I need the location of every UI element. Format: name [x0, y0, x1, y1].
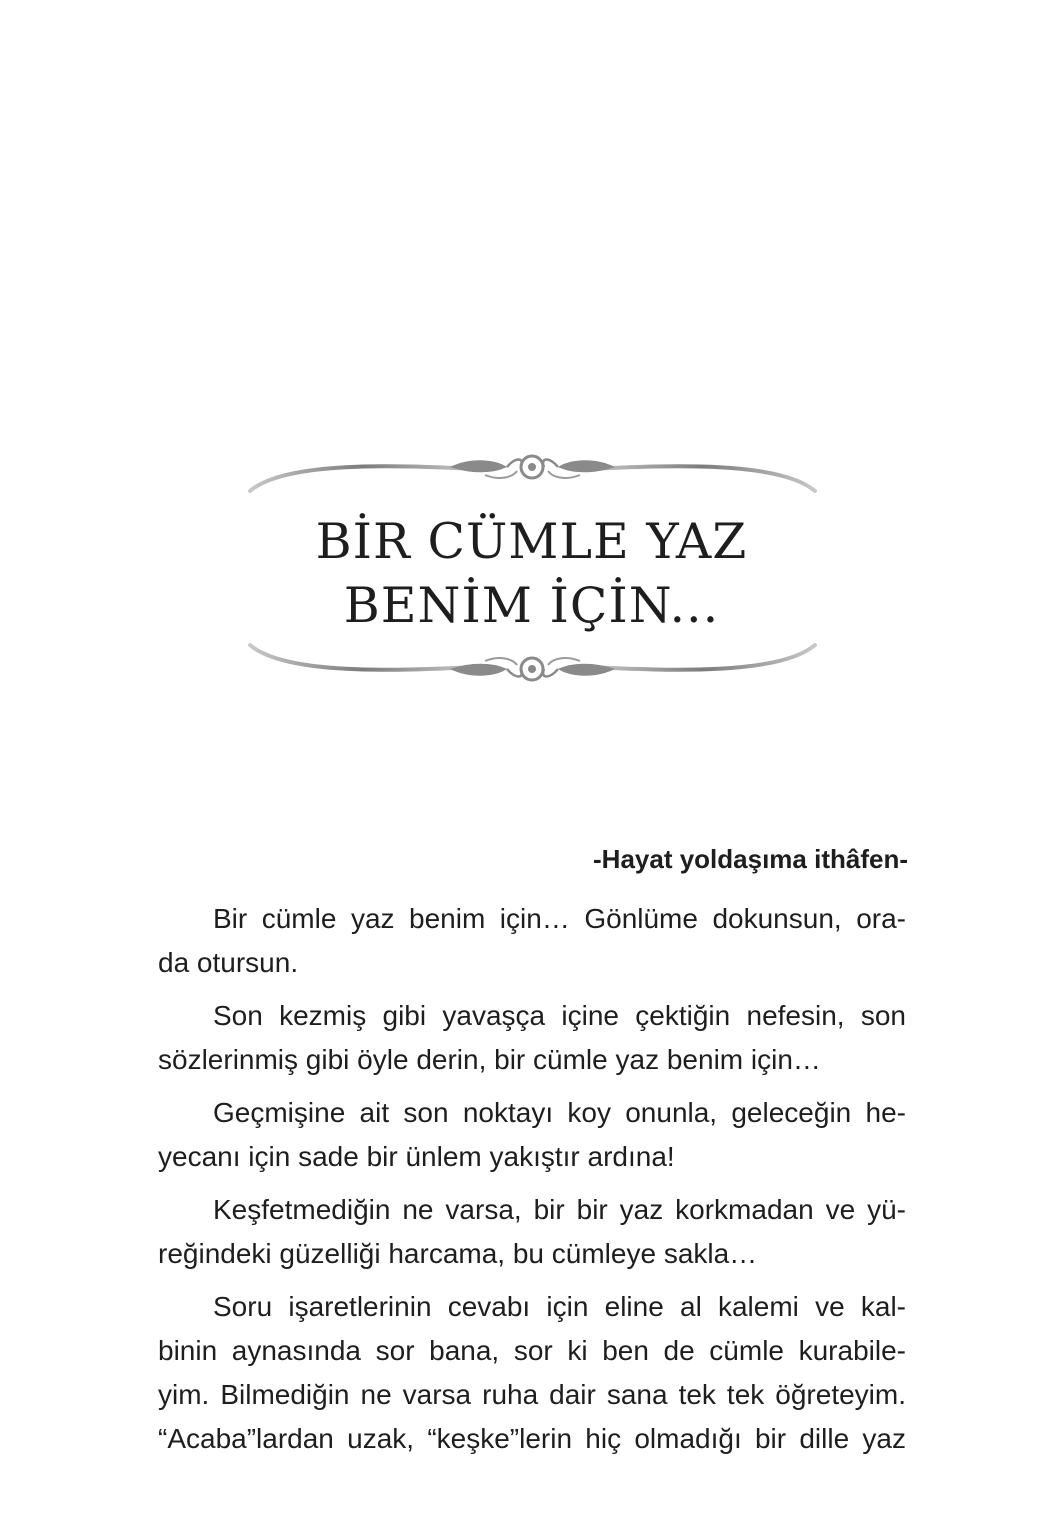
paragraph — [158, 1188, 906, 1276]
text-line: binin aynasında sor bana, sor ki ben de cümle kurabile- — [158, 1335, 906, 1366]
text-line: Soru işaretlerinin cevabı için eline al kalemi ve kal- — [213, 1291, 906, 1322]
ornament-bottom — [245, 633, 820, 683]
dedication: -Hayat yoldaşıma ithâfen- — [593, 844, 908, 874]
chapter-title-line-1: BİR CÜMLE YAZ — [315, 513, 748, 570]
text-line: “Acaba”lardan uzak, “keşke”lerin hiç olmadığı bir dille yaz — [158, 1423, 906, 1454]
text-line: Geçmişine ait son noktayı koy onunla, geleceğin he- — [213, 1097, 906, 1128]
paragraph — [158, 897, 906, 985]
text-line: yim. Bilmediğin ne varsa ruha dair sana tek tek öğreteyim. — [158, 1379, 906, 1410]
text-line: Keşfetmediğin ne varsa, bir bir yaz korkmadan ve yü- — [213, 1194, 906, 1225]
text-line: yecanı için sade bir ünlem yakıştır ardına! — [158, 1141, 675, 1172]
text-line: sözlerinmiş gibi öyle derin, bir cümle yaz benim için… — [158, 1044, 821, 1075]
paragraph — [158, 994, 906, 1082]
paragraph — [158, 1091, 906, 1179]
paragraph — [158, 1285, 906, 1461]
text-line: reğindeki güzelliği harcama, bu cümleye sakla… — [158, 1238, 758, 1269]
text-line: da otursun. — [158, 947, 299, 978]
ornament-top — [245, 453, 820, 503]
body-text — [158, 897, 906, 1470]
text-line: Bir cümle yaz benim için… Gönlüme dokunsun, ora- — [213, 903, 906, 934]
text-line: Son kezmiş gibi yavaşça içine çektiğin nefesin, son — [213, 1000, 906, 1031]
chapter-title-line-2: BENİM İÇİN... — [343, 577, 720, 634]
